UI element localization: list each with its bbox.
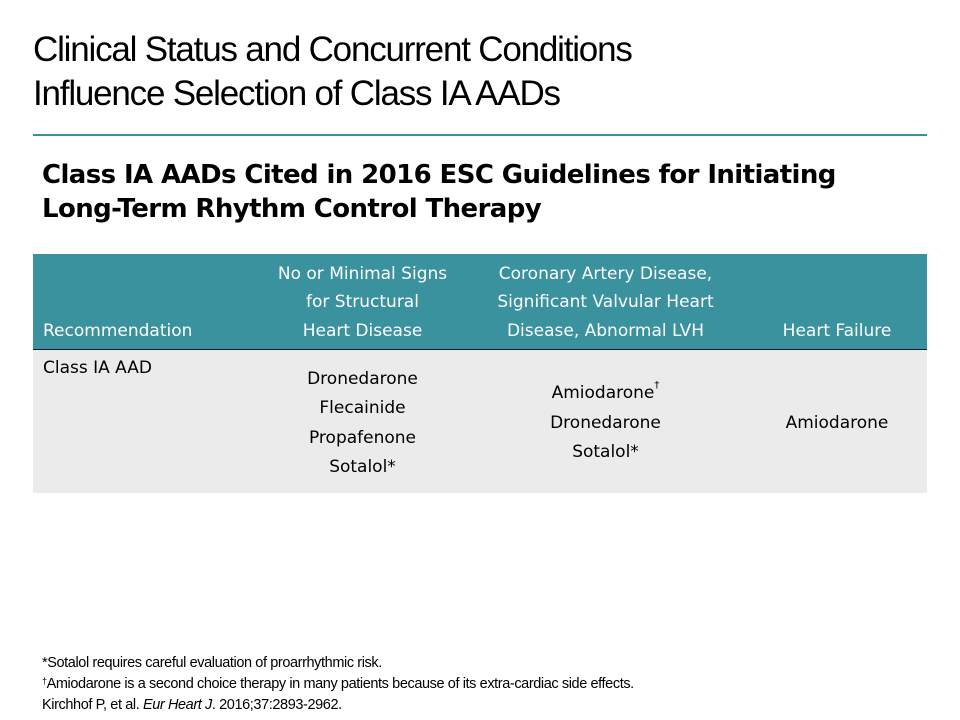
footnote-text: Amiodarone is a second choice therapy in many patients because of its extra-cardiac side effects. xyxy=(46,676,634,692)
slide-subtitle xyxy=(42,158,922,226)
drug-text: Amiodarone xyxy=(551,383,655,404)
dagger-mark: † xyxy=(654,380,660,392)
table-header xyxy=(33,254,927,350)
title-divider xyxy=(33,134,927,136)
header-cad-valvular-lvh xyxy=(464,254,747,349)
header-heart-failure xyxy=(747,254,927,349)
dagger-mark: † xyxy=(42,676,47,686)
footnotes xyxy=(42,653,634,716)
header-text: Recommendation xyxy=(43,320,193,341)
subtitle-line-2: Long-Term Rhythm Control Therapy xyxy=(42,194,542,224)
title-line-2: Influence Selection of Class IA AADs xyxy=(33,74,560,113)
citation-details: . 2016;37:2893-2962. xyxy=(211,697,342,713)
drug-name: Flecainide xyxy=(319,398,406,418)
header-text: No or Minimal Signs xyxy=(277,263,448,284)
drug-name: Sotalol* xyxy=(572,442,639,463)
footnote-sotalol: *Sotalol requires careful evaluation of proarrhythmic risk. xyxy=(42,655,382,671)
header-text: Significant Valvular Heart xyxy=(497,292,714,312)
cell-cad-valvular-lvh xyxy=(464,350,747,493)
citation xyxy=(42,695,634,716)
cell-no-structural xyxy=(261,350,464,493)
table-row xyxy=(33,350,927,493)
header-text: for Structural xyxy=(306,292,419,312)
drug-name xyxy=(552,379,660,409)
header-text: Heart Disease xyxy=(302,320,423,341)
subtitle-line-1: Class IA AADs Cited in 2016 ESC Guidelines for Initiating xyxy=(42,160,836,190)
footnote-amiodarone xyxy=(42,674,634,695)
header-no-structural xyxy=(261,254,464,349)
drug-name: Dronedarone xyxy=(550,412,661,433)
drug-name: Propafenone xyxy=(308,427,417,448)
header-text: Heart Failure xyxy=(782,320,892,341)
title-line-1: Clinical Status and Concurrent Conditions xyxy=(33,30,632,69)
slide-title xyxy=(33,28,933,116)
cell-recommendation: Class IA AAD xyxy=(43,358,152,378)
cell-heart-failure xyxy=(747,350,927,493)
drug-name: Dronedarone xyxy=(307,368,418,389)
citation-authors: Kirchhof P, et al. xyxy=(42,697,143,713)
citation-journal: Eur Heart J xyxy=(142,697,212,713)
aad-table xyxy=(33,254,927,493)
drug-name: Sotalol* xyxy=(329,457,396,477)
header-text: Disease, Abnormal LVH xyxy=(506,320,705,341)
drug-name: Amiodarone xyxy=(785,412,889,433)
header-text: Coronary Artery Disease, xyxy=(498,263,713,284)
header-recommendation xyxy=(33,254,261,349)
